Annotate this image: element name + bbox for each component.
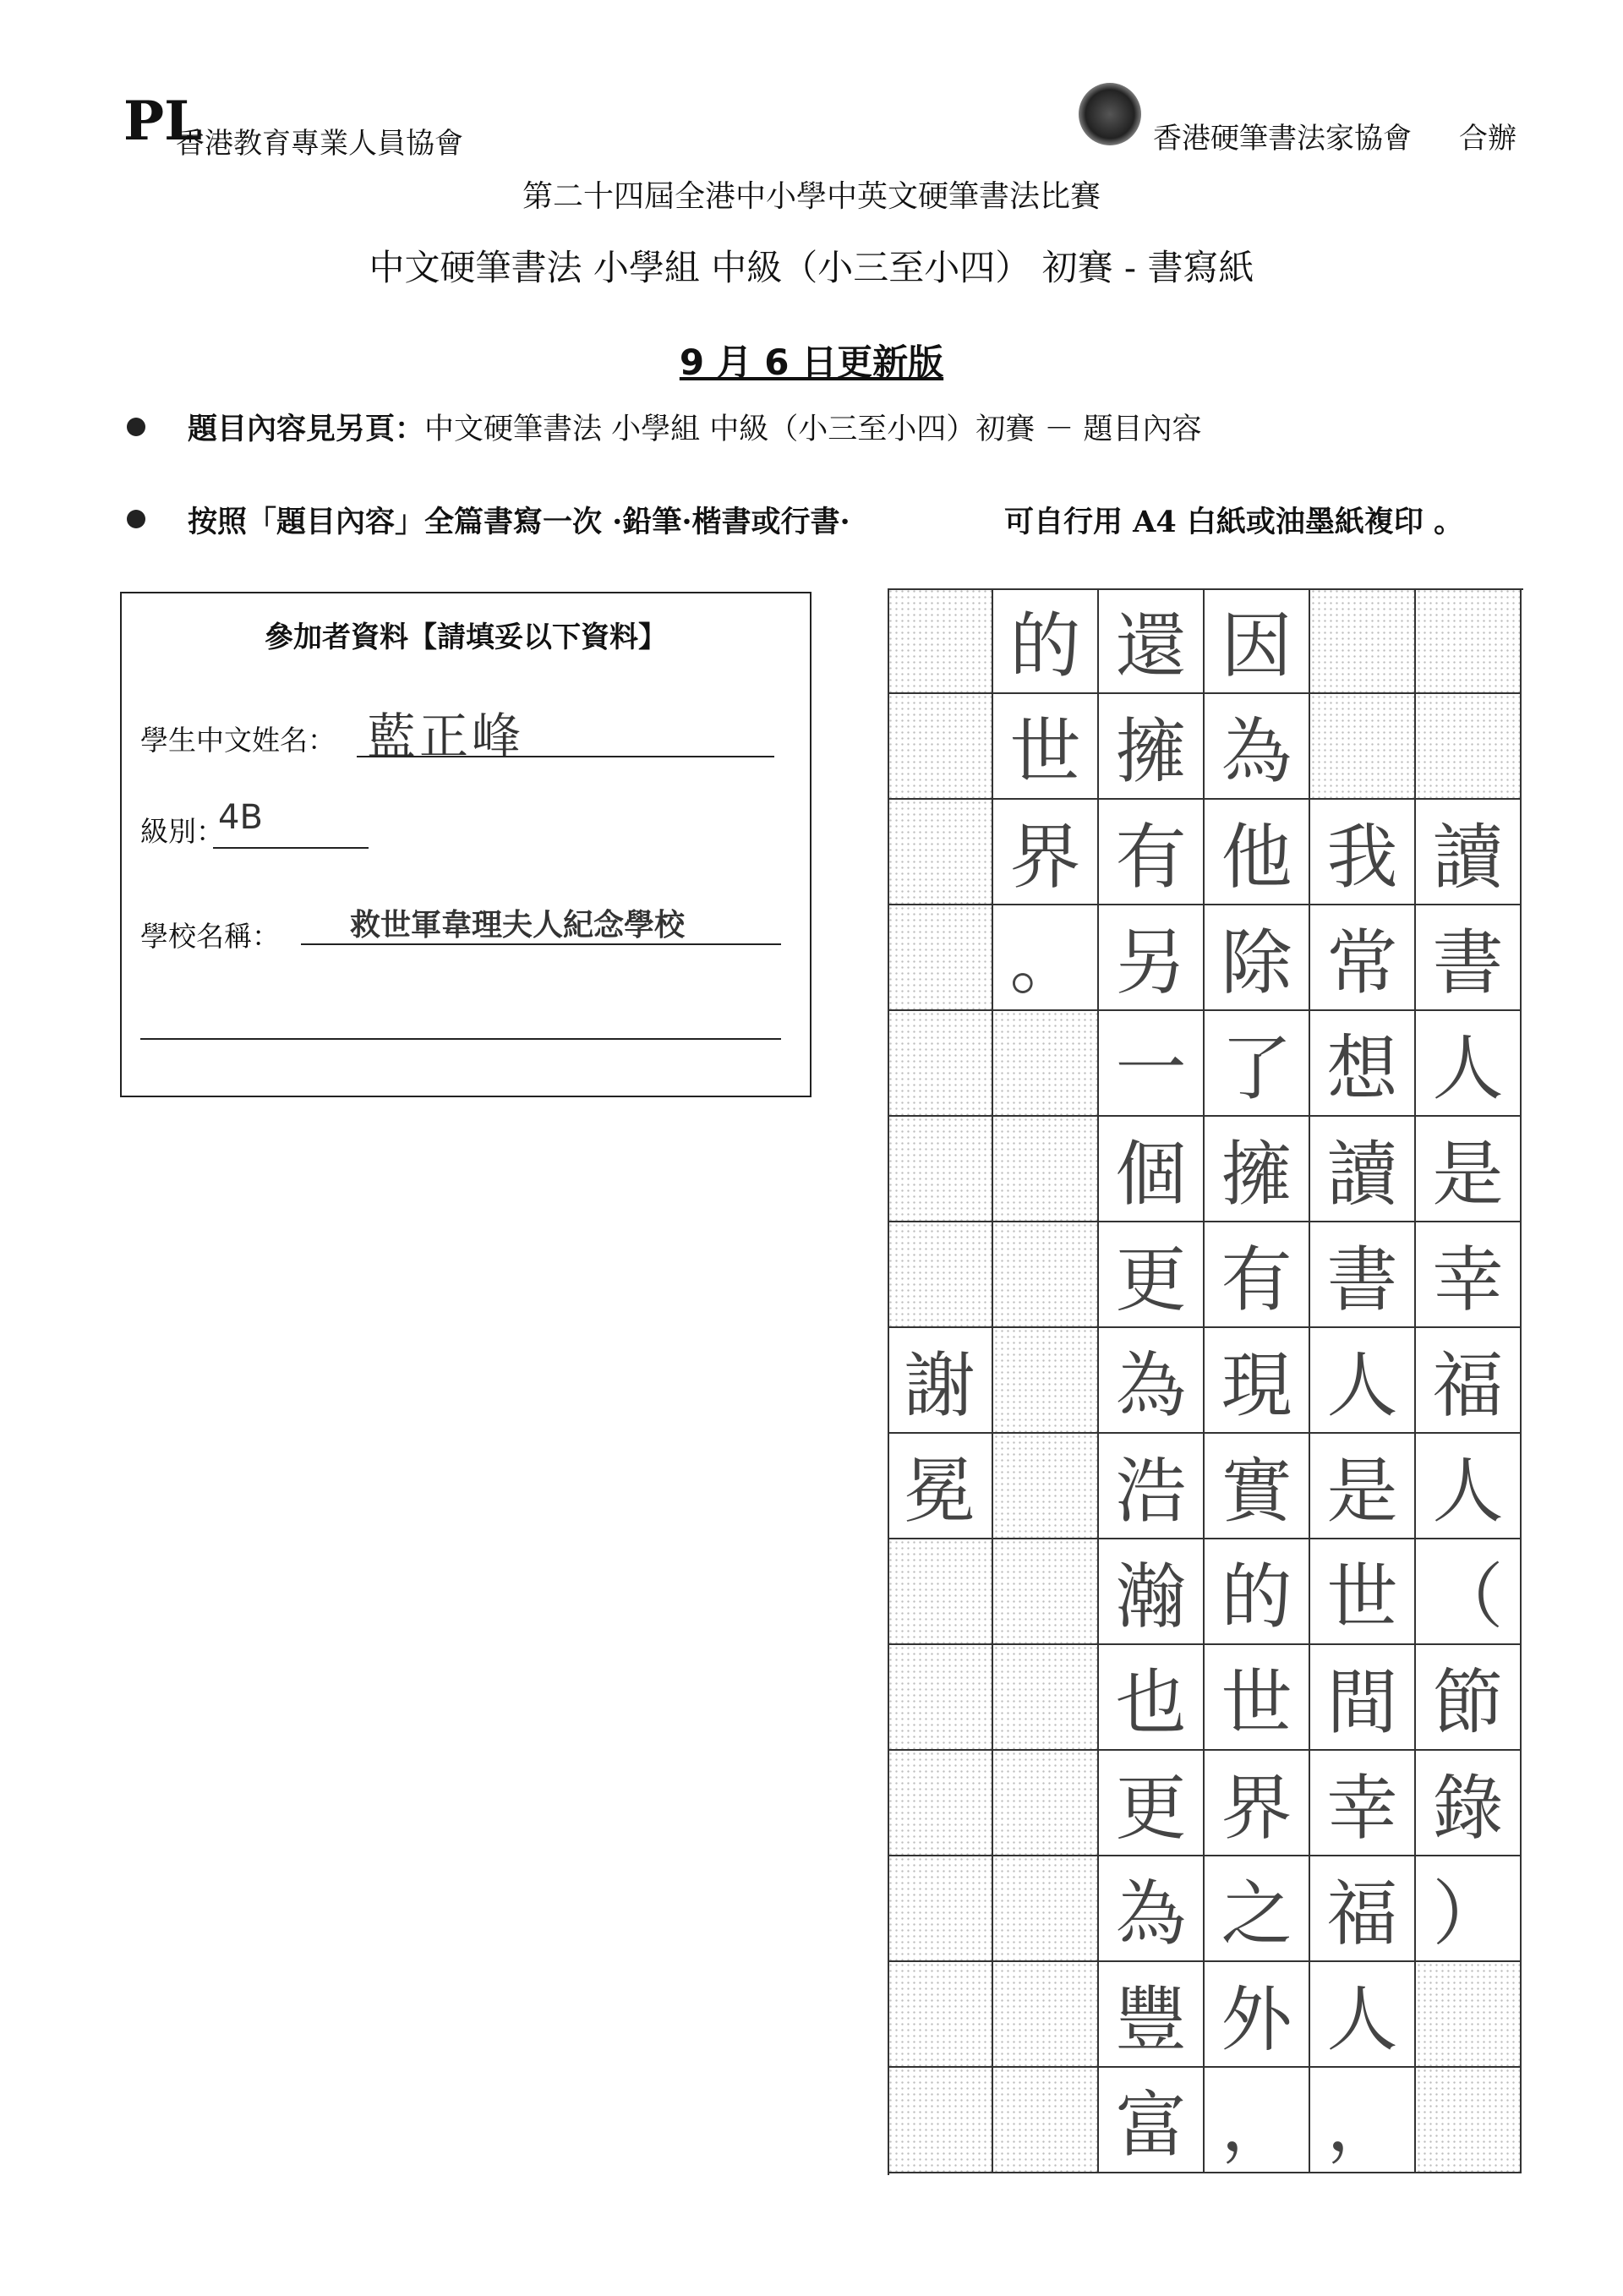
bullet-dot-2 xyxy=(127,510,145,528)
grid-cell: 的 xyxy=(993,588,1099,694)
grid-cell xyxy=(993,1011,1099,1117)
participant-info-box xyxy=(120,592,812,1097)
grid-cell: 世 xyxy=(1205,1645,1310,1751)
grid-cell: 另 xyxy=(1099,905,1205,1011)
student-name-line xyxy=(357,756,774,757)
bullet-dot-1 xyxy=(127,418,145,436)
grid-cell: 想 xyxy=(1310,1011,1416,1117)
grid-cell xyxy=(888,588,993,694)
grid-cell: 我 xyxy=(1310,800,1416,905)
grid-cell: 豐 xyxy=(1099,1962,1205,2068)
grid-cell: 。 xyxy=(993,905,1099,1011)
grid-cell: 常 xyxy=(1310,905,1416,1011)
school-name-value: 救世軍韋理夫人紀念學校 xyxy=(350,908,686,943)
grid-cell xyxy=(888,1962,993,2068)
grid-cell: 一 xyxy=(1099,1011,1205,1117)
grid-cell: 節 xyxy=(1416,1645,1522,1751)
grid-cell: ， xyxy=(1310,2068,1416,2173)
instruction-2-text: 可自行用 A4 白紙或油墨紙複印 。 xyxy=(1004,505,1464,539)
grid-cell: 是 xyxy=(1310,1434,1416,1539)
grid-cell: 之 xyxy=(1205,1856,1310,1962)
grid-cell xyxy=(888,1539,993,1645)
grid-cell xyxy=(993,1751,1099,1856)
grid-cell xyxy=(888,2068,993,2173)
grid-cell: 界 xyxy=(993,800,1099,905)
grid-cell xyxy=(993,1962,1099,2068)
grid-cell xyxy=(993,1856,1099,1962)
competition-title: 第二十四屆全港中小學中英文硬筆書法比賽 xyxy=(522,179,1101,214)
grid-cell xyxy=(888,694,993,800)
grid-cell: 的 xyxy=(1205,1539,1310,1645)
grid-cell: 有 xyxy=(1099,800,1205,905)
grid-cell: ） xyxy=(1416,1856,1522,1962)
grid-cell xyxy=(993,2068,1099,2173)
grid-cell xyxy=(993,1645,1099,1751)
grid-cell: 書 xyxy=(1310,1222,1416,1328)
grid-cell: 擁 xyxy=(1205,1117,1310,1222)
grid-cell: 世 xyxy=(1310,1539,1416,1645)
left-organizer: 香港教育專業人員協會 xyxy=(176,127,463,161)
grid-cell xyxy=(993,1222,1099,1328)
grid-cell: 錄 xyxy=(1416,1751,1522,1856)
association-seal-icon xyxy=(1079,83,1141,145)
school-name-label: 學校名稱： xyxy=(140,920,280,953)
grid-cell xyxy=(1310,588,1416,694)
grid-cell xyxy=(1416,2068,1522,2173)
instruction-1-text: 中文硬筆書法 小學組 中級（小三至小四）初賽 － 題目內容 xyxy=(424,413,1202,446)
grid-cell xyxy=(993,1434,1099,1539)
instruction-2-lead: 按照「題目內容」全篇書寫一次 ·鉛筆·楷書或行書· xyxy=(188,505,850,539)
grid-cell: 也 xyxy=(1099,1645,1205,1751)
grid-cell: 是 xyxy=(1416,1117,1522,1222)
student-name-value: 藍正峰 xyxy=(367,708,525,765)
participant-box-title: 參加者資料【請填妥以下資料】 xyxy=(265,620,667,654)
grid-cell: 人 xyxy=(1310,1962,1416,2068)
grid-cell xyxy=(993,1117,1099,1222)
grid-cell: 了 xyxy=(1205,1011,1310,1117)
grid-cell xyxy=(1416,588,1522,694)
grid-cell xyxy=(888,800,993,905)
grid-cell xyxy=(888,1751,993,1856)
grid-cell xyxy=(888,1856,993,1962)
grid-cell: ， xyxy=(1205,2068,1310,2173)
grid-cell xyxy=(888,1011,993,1117)
category-title: 中文硬筆書法 小學組 中級（小三至小四） 初賽 - 書寫紙 xyxy=(369,247,1254,288)
instruction-1 xyxy=(188,406,1202,448)
instruction-1-lead: 題目內容見另頁： xyxy=(188,412,425,446)
right-organizer: 香港硬筆書法家協會 xyxy=(1153,122,1412,156)
grid-cell xyxy=(1416,694,1522,800)
school-name-line xyxy=(301,943,781,945)
grid-cell: 世 xyxy=(993,694,1099,800)
grid-cell: 更 xyxy=(1099,1751,1205,1856)
grid-cell: 為 xyxy=(1205,694,1310,800)
grid-cell: 冕 xyxy=(888,1434,993,1539)
grid-cell xyxy=(1310,694,1416,800)
grid-cell: 讀 xyxy=(1416,800,1522,905)
grid-cell: 幸 xyxy=(1416,1222,1522,1328)
grid-cell xyxy=(888,1222,993,1328)
grid-cell: 為 xyxy=(1099,1856,1205,1962)
grid-cell: 富 xyxy=(1099,2068,1205,2173)
grid-cell xyxy=(888,905,993,1011)
grid-cell: 實 xyxy=(1205,1434,1310,1539)
grid-cell: 除 xyxy=(1205,905,1310,1011)
grid-cell: 更 xyxy=(1099,1222,1205,1328)
version-title: 9 月 6 日更新版 xyxy=(679,342,944,383)
grid-cell: 浩 xyxy=(1099,1434,1205,1539)
student-name-label: 學生中文姓名： xyxy=(140,724,336,757)
grid-cell: （ xyxy=(1416,1539,1522,1645)
grid-cell: 書 xyxy=(1416,905,1522,1011)
grid-cell xyxy=(888,1645,993,1751)
class-line xyxy=(213,847,369,849)
class-label: 級別： xyxy=(140,815,224,848)
grid-cell: 他 xyxy=(1205,800,1310,905)
grid-cell: 幸 xyxy=(1310,1751,1416,1856)
grid-cell: 福 xyxy=(1416,1328,1522,1434)
grid-cell: 界 xyxy=(1205,1751,1310,1856)
grid-cell: 人 xyxy=(1310,1328,1416,1434)
grid-cell: 間 xyxy=(1310,1645,1416,1751)
grid-cell xyxy=(888,1117,993,1222)
grid-cell xyxy=(1416,1962,1522,2068)
co-organized-label: 合辦 xyxy=(1459,122,1516,156)
grid-cell: 現 xyxy=(1205,1328,1310,1434)
class-value: 4B xyxy=(218,798,263,837)
grid-cell: 人 xyxy=(1416,1011,1522,1117)
grid-cell: 有 xyxy=(1205,1222,1310,1328)
grid-cell: 個 xyxy=(1099,1117,1205,1222)
grid-cell: 因 xyxy=(1205,588,1310,694)
grid-cell: 為 xyxy=(1099,1328,1205,1434)
grid-cell xyxy=(993,1539,1099,1645)
grid-cell: 瀚 xyxy=(1099,1539,1205,1645)
grid-cell: 人 xyxy=(1416,1434,1522,1539)
grid-cell xyxy=(993,1328,1099,1434)
grid-cell: 福 xyxy=(1310,1856,1416,1962)
grid-cell: 謝 xyxy=(888,1328,993,1434)
grid-cell: 讀 xyxy=(1310,1117,1416,1222)
extra-line xyxy=(140,1038,781,1040)
pl-logo: PL xyxy=(123,90,203,153)
grid-cell: 擁 xyxy=(1099,694,1205,800)
grid-cell: 外 xyxy=(1205,1962,1310,2068)
grid-cell: 還 xyxy=(1099,588,1205,694)
